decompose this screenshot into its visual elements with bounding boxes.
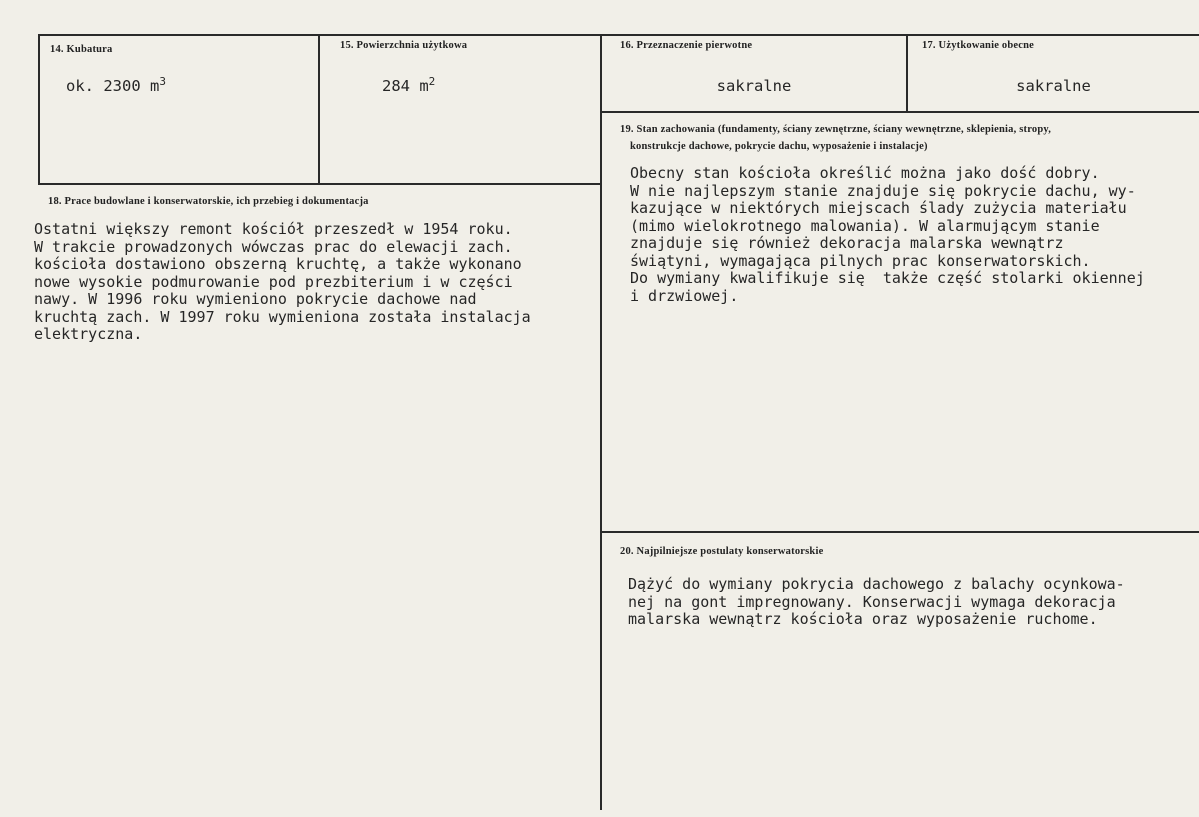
field-19-line: (mimo wielokrotnego malowania). W alarmującym stanie (630, 216, 1100, 235)
field-18-line: W trakcie prowadzonych wówczas prac do elewacji zach. (34, 237, 513, 256)
field-19-line: W nie najlepszym stanie znajduje się pokrycie dachu, wy- (630, 181, 1136, 200)
field-19-line: Obecny stan kościoła określić można jako dość dobry. (630, 164, 1100, 182)
field-19-line: i drzwiowej. (630, 286, 739, 305)
field-20-line: nej na gont impregnowany. Konserwacji wymaga dekoracja (628, 592, 1116, 611)
field-18-line: kościoła dostawiono obszerną kruchtę, a także wykonano (34, 255, 522, 273)
field-19-label-line1: 19. Stan zachowania (fundamenty, ściany zewnętrzne, ściany wewnętrzne, sklepienia, stropy, (620, 124, 1052, 135)
bottom-border-16-17 (600, 111, 1199, 113)
field-19-label-line2: konstrukcje dachowe, pokrycie dachu, wyposażenie i instalacje) (630, 141, 928, 152)
field-18-line: elektryczna. (34, 325, 143, 343)
field-20-line: malarska wewnątrz kościoła oraz wyposażenie ruchome. (628, 610, 1098, 628)
bottom-border-14-15 (38, 183, 602, 185)
field-17-value: sakralne (1016, 77, 1091, 95)
field-19-line: Do wymiany kwalifikuje się także część stolarki okiennej (630, 269, 1145, 287)
field-14-exponent: 3 (159, 75, 166, 88)
divider-14-15 (318, 34, 320, 184)
field-14-value-text: ok. 2300 m (66, 77, 160, 95)
field-15-value-text: 284 m (382, 77, 429, 95)
field-15-label: 15. Powierzchnia użytkowa (340, 40, 468, 51)
field-18-line: Ostatni większy remont kościół przeszedł w 1954 roku. (34, 220, 513, 238)
field-14-label: 14. Kubatura (50, 44, 113, 55)
field-18-line: kruchtą zach. W 1997 roku wymieniona została instalacja (34, 307, 531, 326)
left-border (38, 34, 40, 184)
field-18-label: 18. Prace budowlane i konserwatorskie, ich przebieg i dokumentacja (48, 196, 369, 207)
field-19-line: kazujące w niektórych miejscach ślady zużycia materiału (630, 199, 1127, 217)
field-20-line: Dążyć do wymiany pokrycia dachowego z balachy ocynkowa- (628, 575, 1125, 593)
field-16-value: sakralne (716, 77, 792, 95)
field-19-line: znajduje się również dekoracja malarska wewnątrz (630, 234, 1064, 252)
field-18-line: nowe wysokie podmurowanie pod prezbiterium i w części (34, 272, 513, 291)
bottom-border-19 (600, 531, 1199, 533)
field-15-exponent: 2 (428, 75, 436, 88)
top-border (38, 34, 1199, 36)
divider-16-17 (906, 34, 908, 112)
field-19-line: świątyni, wymagająca pilnych prac konserwatorskich. (630, 251, 1091, 270)
field-20-label: 20. Najpilniejsze postulaty konserwatorskie (620, 546, 824, 557)
field-18-line: nawy. W 1996 roku wymieniono pokrycie dachowe nad (34, 290, 477, 308)
field-14-value (66, 77, 166, 95)
divider-15-16 (600, 34, 602, 810)
field-15-value (382, 77, 435, 95)
field-16-label: 16. Przeznaczenie pierwotne (620, 40, 753, 51)
field-17-label: 17. Użytkowanie obecne (922, 40, 1035, 51)
